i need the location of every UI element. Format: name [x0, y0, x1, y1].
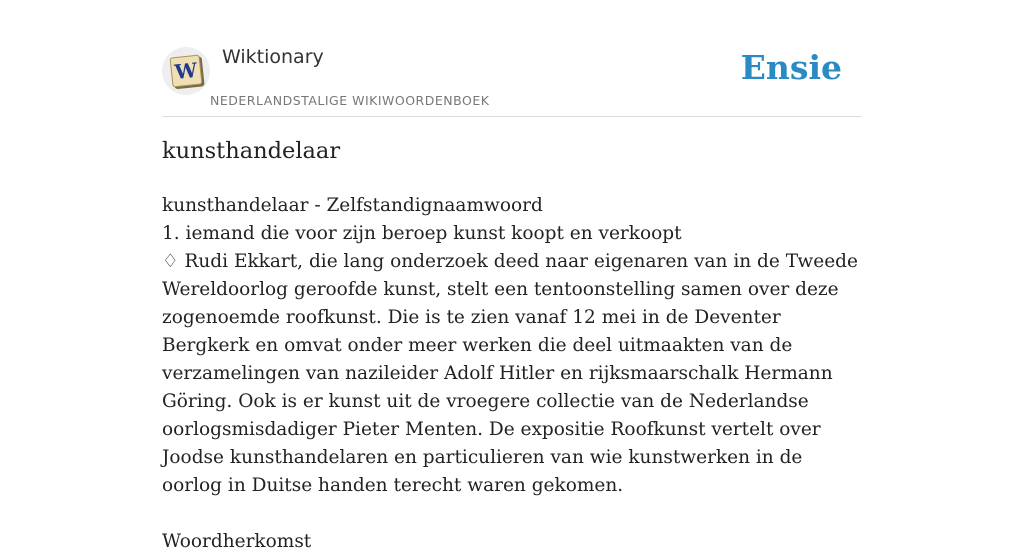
- ensie-brand-link[interactable]: Ensie: [740, 48, 842, 87]
- site-header: [162, 0, 862, 117]
- logo-tile: W: [170, 55, 203, 88]
- definition-text: 1. iemand die voor zijn beroep kunst koopt en verkoopt: [162, 223, 682, 244]
- entry-heading: kunsthandelaar - Zelfstandignaamwoord: [162, 195, 543, 216]
- article-content: [162, 192, 864, 556]
- site-name[interactable]: Wiktionary: [222, 46, 324, 68]
- etymology-heading: Woordherkomst: [162, 531, 312, 552]
- page-title: kunsthandelaar: [162, 138, 341, 164]
- example-quote: ♢ Rudi Ekkart, die lang onderzoek deed naar eigenaren van in de Tweede Wereldoorlog geroofde kunst, stelt een tentoonstelling samen over deze zogenoemde roofkunst. Die is te zien vanaf 12 mei in de Deventer Bergkerk en omvat onder meer werken die deel uitmaakten van de verzamelingen van nazileider Adolf Hitler en rijksmaarschalk Hermann Göring. Ook is er kunst uit de vroegere collectie van de Nederlandse oorlogsmisdadiger Pieter Menten. De expositie Roofkunst vertelt over Joodse kunsthandelaren en particulieren van wie kunstwerken in de oorlog in Duitse handen terecht waren gekomen.: [162, 251, 858, 496]
- site-subtitle: NEDERLANDSTALIGE WIKIWOORDENBOEK: [210, 93, 490, 108]
- wiktionary-logo-icon[interactable]: [162, 47, 210, 95]
